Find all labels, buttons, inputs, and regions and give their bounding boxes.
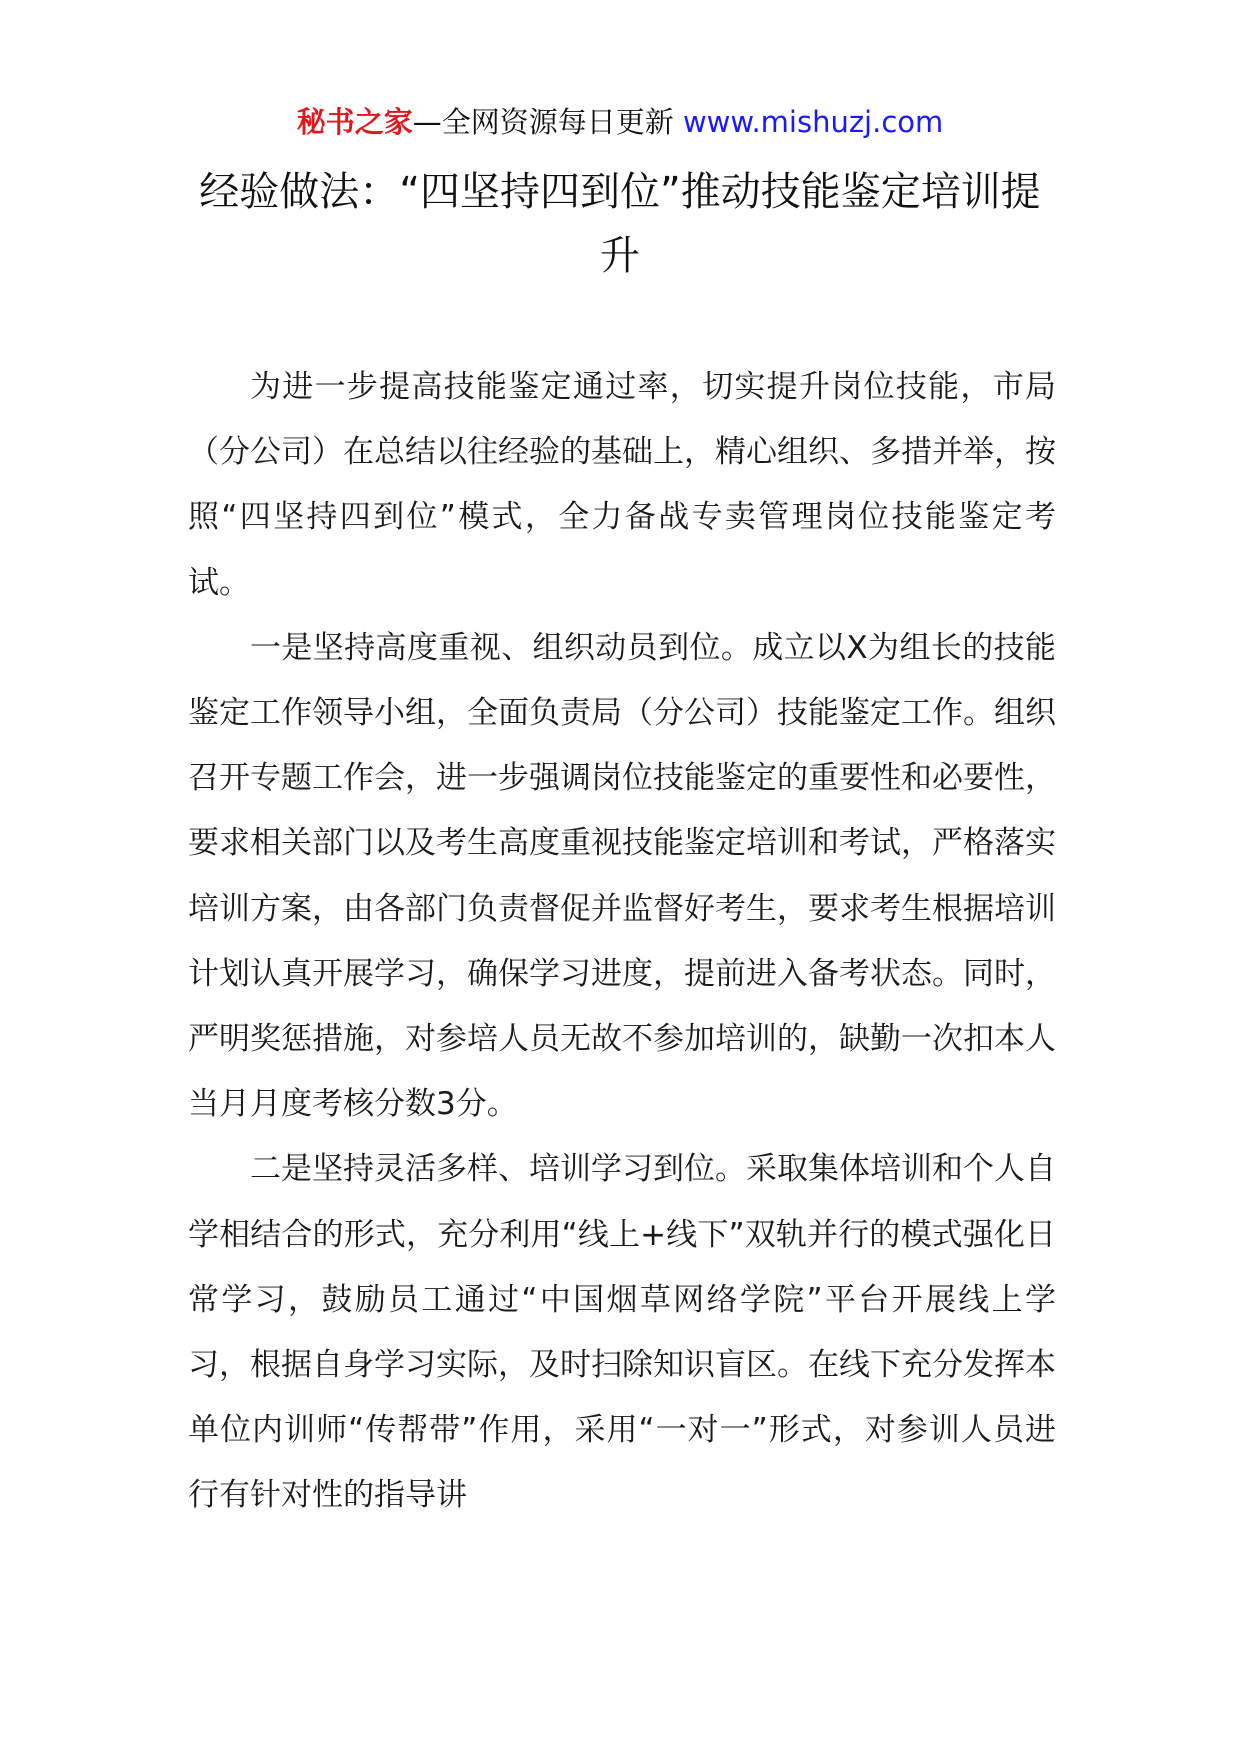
document-title: 经验做法：“四坚持四到位”推动技能鉴定培训提升 (199, 169, 1041, 279)
paragraph-point-one: 一是坚持高度重视、组织动员到位。成立以X为组长的技能鉴定工作领导小组，全面负责局（分公司）技能鉴定工作。组织召开专题工作会，进一步强调岗位技能鉴定的重要性和必要性，要求相关部门以及考生高度重视技能鉴定培训和考试，严格落实培训方案，由各部门负责督促并监督好考生，要求考生根据培训计划认真开展学习，确保学习进度，提前进入备考状态。同时，严明奖惩措施，对参培人员无故不参加培训的，缺勤一次扣本人当月月度考核分数3分。 (188, 629, 1056, 1123)
paragraph-point-two: 二是坚持灵活多样、培训学习到位。采取集体培训和个人自学相结合的形式，充分利用“线上+线下”双轨并行的模式强化日常学习，鼓励员工通过“中国烟草网络学院”平台开展线上学习，根据自身学习实际，及时扫除知识盲区。在线下充分发挥本单位内训师“传帮带”作用，采用“一对一”形式，对参训人员进行有针对性的指导讲 (188, 1151, 1056, 1514)
document-body (188, 355, 1056, 1529)
banner-tagline: —全网资源每日更新 (412, 105, 683, 139)
paragraph-intro: 为进一步提高技能鉴定通过率，切实提升岗位技能，市局（分公司）在总结以往经验的基础上，精心组织、多措并举，按照“四坚持四到位”模式，全力备战专卖管理岗位技能鉴定考试。 (188, 369, 1056, 601)
site-url-link[interactable]: www.mishuzj.com (682, 105, 944, 139)
site-banner (0, 102, 1240, 142)
brand-name: 秘书之家 (296, 105, 413, 139)
